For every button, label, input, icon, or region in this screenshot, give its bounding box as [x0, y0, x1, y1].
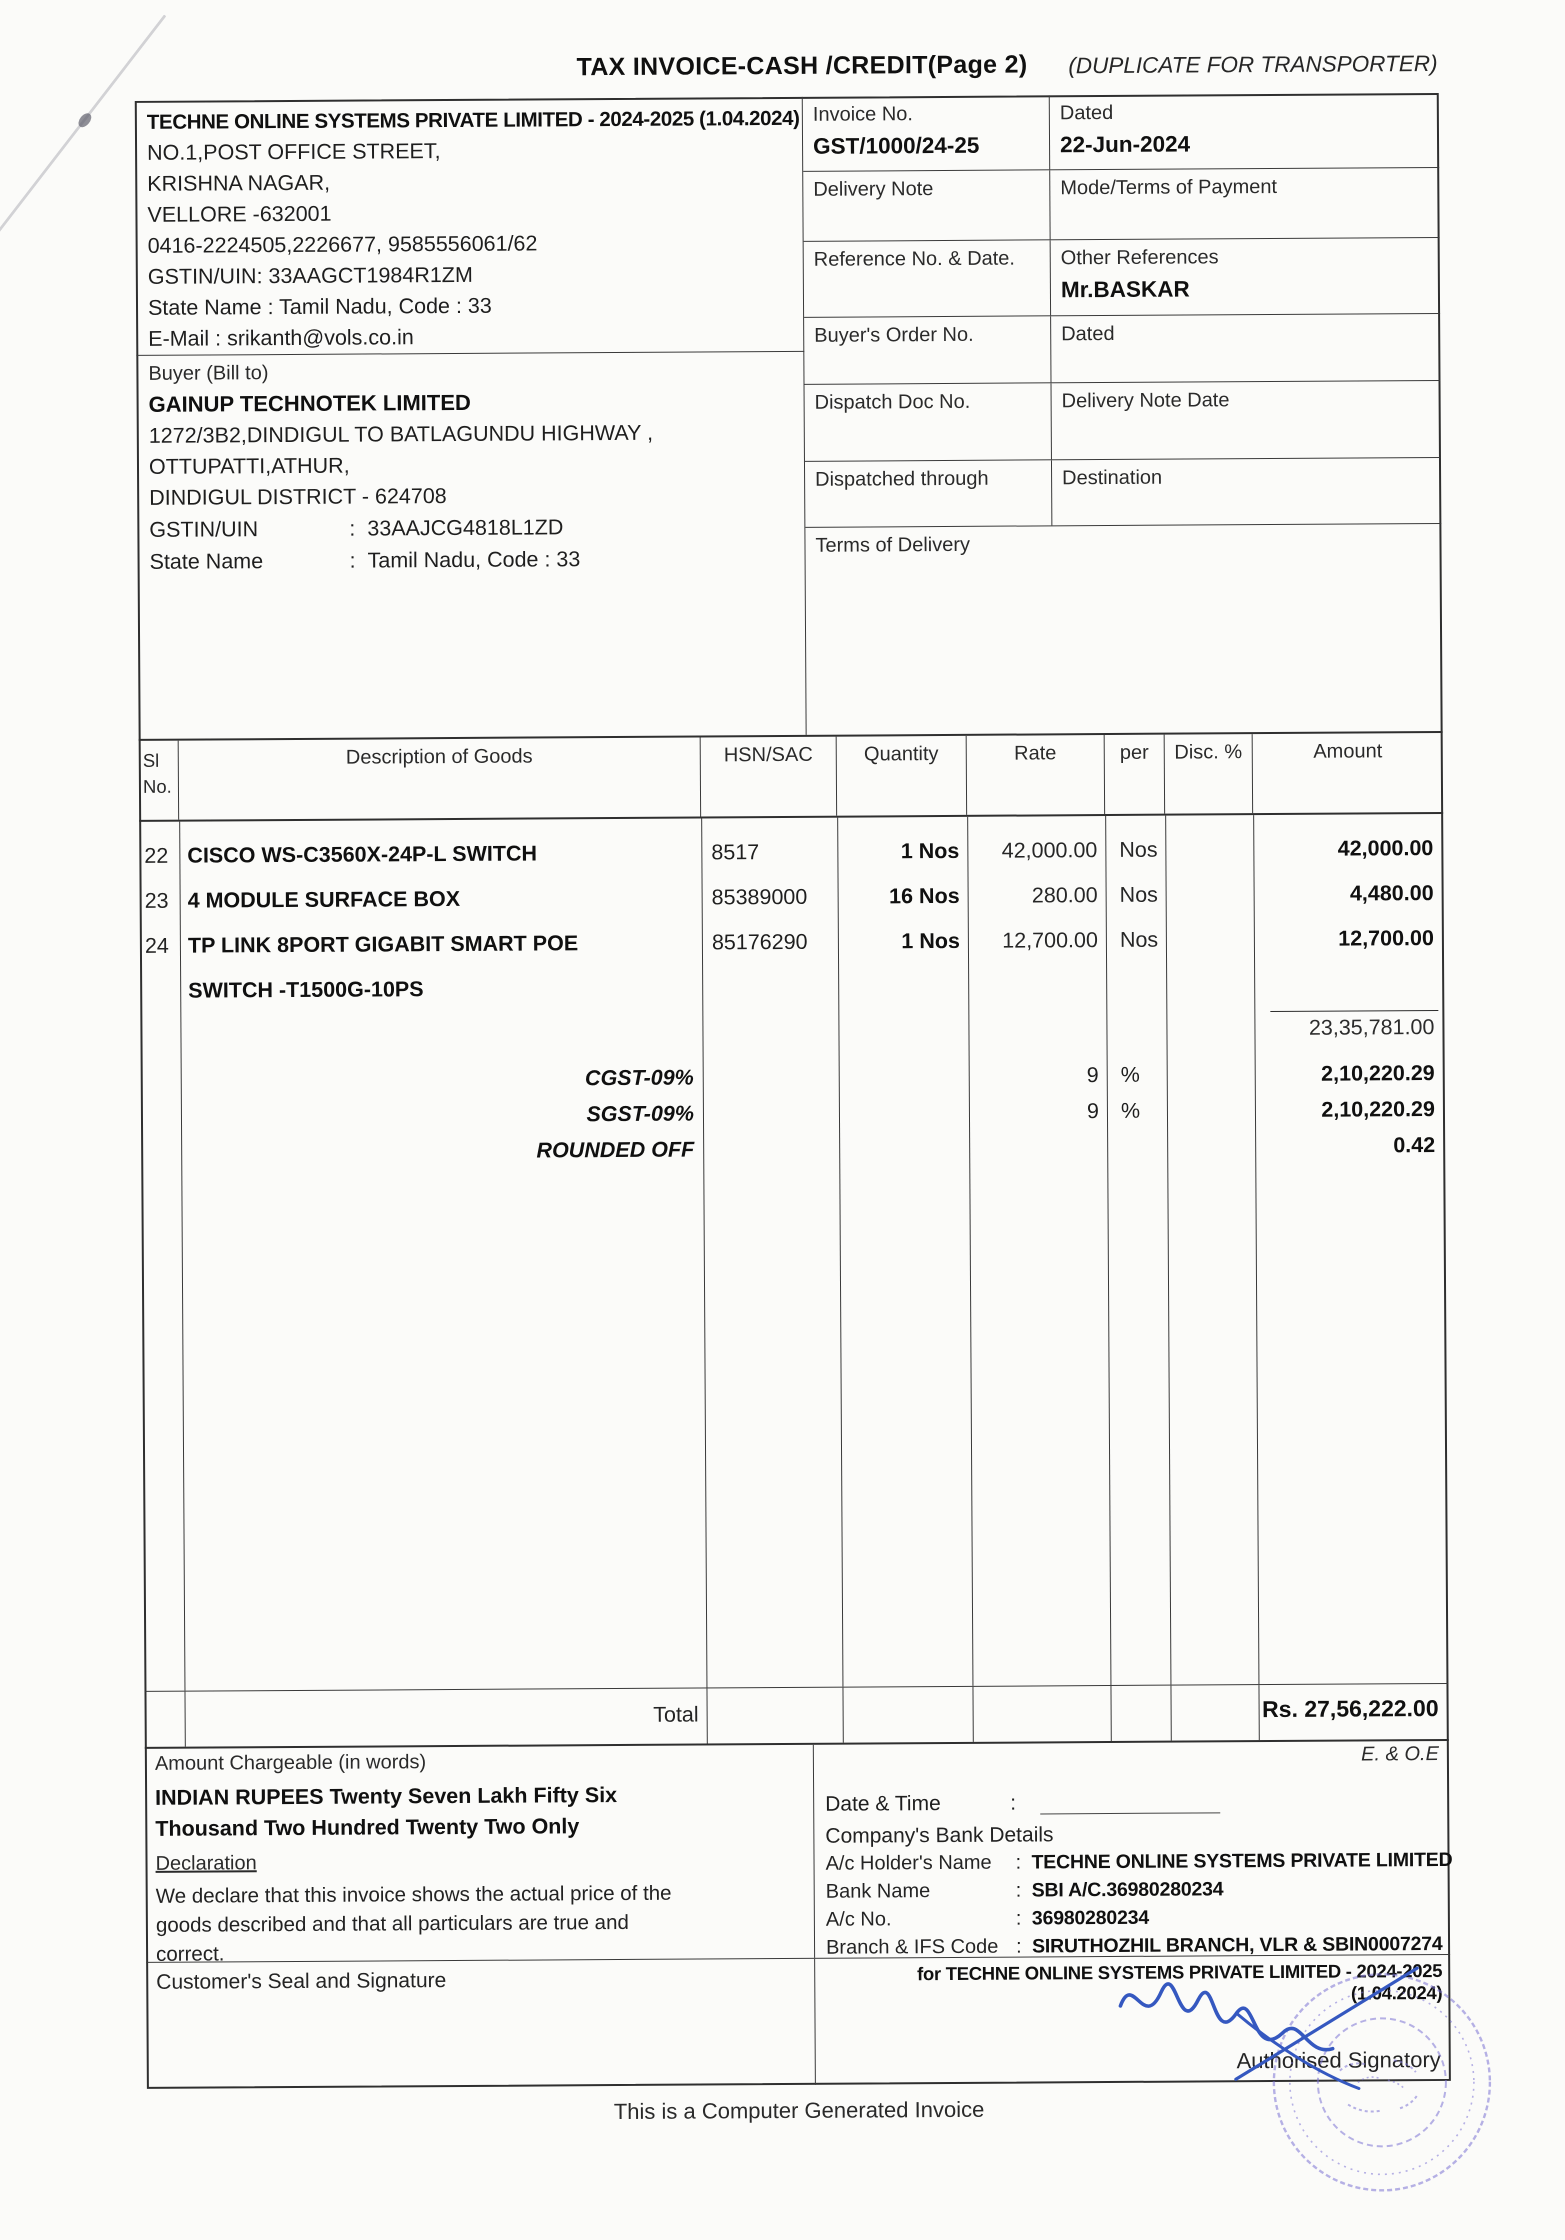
separator: :: [349, 516, 356, 541]
charge-per: %: [1120, 1098, 1141, 1123]
charge-amount: 2,10,220.29: [1321, 1061, 1435, 1086]
meta-cell: [804, 316, 1051, 384]
meta-value: [1060, 205, 1429, 207]
total-label: Total: [653, 1702, 699, 1727]
meta-cell: [1052, 458, 1441, 525]
meta-label: Dispatch Doc No.: [814, 390, 971, 414]
item-quantity: 1 Nos: [901, 928, 960, 954]
seller-name: TECHNE ONLINE SYSTEMS PRIVATE LIMITED - 2024-2025 (1.04.2024): [146, 106, 800, 134]
subtotal-amount: 23,35,781.00: [1308, 1015, 1435, 1040]
charge-rate: 9: [1086, 1063, 1099, 1088]
invoice-title: TAX INVOICE-CASH /CREDIT(Page 2): [576, 50, 1028, 82]
meta-label: Mode/Terms of Payment: [1060, 175, 1278, 200]
seller-block: [135, 97, 805, 356]
seller-email-line: E-Mail : srikanth@vols.co.in: [148, 325, 414, 351]
charge-label: ROUNDED OFF: [536, 1137, 695, 1163]
item-serial-column: [144, 834, 179, 969]
charge-rate: [977, 1135, 1099, 1136]
customer-seal-label: Customer's Seal and Signature: [156, 1969, 447, 1994]
header-hsn: HSN/SAC: [701, 737, 837, 817]
buyer-block: [136, 352, 806, 739]
other-references-value: Mr.BASKAR: [1060, 276, 1190, 303]
separator: :: [349, 548, 356, 573]
meta-cell: [1051, 238, 1440, 315]
item-description: TP LINK 8PORT GIGABIT SMART POE SWITCH -T1500G-10PS: [187, 931, 579, 1003]
item-quantity: 1 Nos: [900, 838, 960, 864]
meta-value: [1061, 351, 1430, 353]
meta-row-dispatched-destination: [805, 458, 1441, 528]
buyer-gstin-label: GSTIN/UIN: [149, 517, 259, 542]
meta-label: Dispatched through: [815, 467, 989, 491]
column-divider: [706, 1688, 707, 1743]
items-table-body: [139, 814, 1448, 1691]
item-per-column: [1119, 828, 1164, 963]
header-description: Description of Goods: [179, 737, 701, 819]
buyer-address-line: 1272/3B2,DINDIGUL TO BATLAGUNDU HIGHWAY ,: [148, 420, 654, 448]
meta-label: Dated: [1059, 101, 1114, 125]
item-hsn: 85176290: [711, 929, 808, 955]
buyer-section-label: Buyer (Bill to): [148, 362, 269, 385]
buyer-state-label: State Name: [149, 549, 264, 574]
bank-branch-value: SIRUTHOZHIL BRANCH, VLR & SBIN0007274: [1031, 1932, 1443, 1958]
separator: :: [1015, 1851, 1022, 1874]
meta-label: Other References: [1060, 246, 1219, 270]
meta-value: [1062, 495, 1431, 497]
meta-cell: [1050, 168, 1439, 239]
bottom-upper-section: [145, 1741, 1453, 1966]
separator: :: [1015, 1907, 1022, 1930]
charge-rate: 9: [1086, 1099, 1100, 1124]
item-per: Nos: [1119, 837, 1158, 862]
item-rate: 42,000.00: [1001, 838, 1098, 863]
column-divider: [1170, 1686, 1171, 1741]
column-divider: [967, 817, 973, 1686]
buyer-address-line: OTTUPATTI,ATHUR,: [148, 453, 350, 479]
meta-label: Invoice No.: [812, 103, 913, 126]
item-hsn: 85389000: [711, 884, 808, 910]
bank-label: Branch & IFS Code: [825, 1935, 999, 1959]
item-quantity-column: [841, 829, 960, 965]
column-divider: [179, 822, 185, 1691]
column-divider: [1253, 815, 1259, 1684]
header-disc: Disc. %: [1165, 734, 1253, 814]
invoice-number: GST/1000/24-25: [812, 132, 980, 159]
meta-label: Dated: [1061, 322, 1115, 346]
column-divider: [701, 818, 707, 1687]
item-per: Nos: [1119, 927, 1159, 952]
meta-cell: [803, 170, 1050, 241]
date-time-row: [825, 1789, 1445, 1817]
eoe-label: E. & O.E: [1361, 1743, 1439, 1766]
item-amount: 12,700.00: [1338, 926, 1434, 951]
meta-label: Buyer's Order No.: [814, 323, 974, 347]
signature-scribble: [1085, 1946, 1476, 2113]
column-divider: [842, 1688, 843, 1743]
item-description: CISCO WS-C3560X-24P-L SWITCH: [187, 841, 538, 868]
bank-row-name: [826, 1877, 1446, 1904]
column-divider: [1105, 816, 1111, 1685]
charge-amount: 2,10,220.29: [1321, 1097, 1436, 1122]
invoice-frame: [135, 93, 1451, 2089]
meta-value: [813, 207, 1039, 208]
header-amount: Amount: [1313, 740, 1383, 763]
meta-label: Delivery Note Date: [1061, 389, 1230, 413]
buyer-state-row: [149, 542, 792, 578]
meta-value: [815, 497, 1041, 498]
bank-details-heading: Company's Bank Details: [825, 1823, 1054, 1848]
header-per: per: [1105, 735, 1165, 814]
section-divider: [813, 1745, 815, 1958]
charge-label: SGST-09%: [586, 1101, 695, 1127]
item-amount: 4,480.00: [1349, 881, 1434, 906]
item-description: 4 MODULE SURFACE BOX: [187, 886, 461, 913]
buyer-address-line: DINDIGUL DISTRICT - 624708: [149, 484, 447, 510]
item-serial: 22: [144, 843, 169, 868]
computer-generated-note: This is a Computer Generated Invoice: [613, 2096, 985, 2125]
charge-row-sgst: [141, 1097, 1445, 1137]
column-divider: [972, 1687, 973, 1742]
seller-address-line: KRISHNA NAGAR,: [147, 170, 331, 196]
column-divider: [1110, 1686, 1111, 1741]
meta-cell: [1051, 314, 1440, 382]
seller-address-line: VELLORE -632001: [147, 201, 332, 227]
amount-words-line2: Thousand Two Hundred Twenty Two Only: [155, 1814, 580, 1841]
meta-cell: [805, 383, 1052, 461]
item-rate: 12,700.00: [1002, 928, 1098, 953]
meta-value: [1062, 418, 1431, 420]
declaration-label: Declaration: [155, 1852, 257, 1875]
total-row: [144, 1683, 1448, 1749]
header-sl-line2: No.: [142, 775, 172, 797]
meta-cell: [803, 95, 1050, 171]
meta-label: Delivery Note: [813, 178, 934, 201]
section-divider: [814, 1959, 816, 2085]
item-quantity: 16 Nos: [889, 883, 960, 909]
declaration-text: We declare that this invoice shows the actual price of the goods described and that all particulars are true and correct.: [155, 1881, 672, 1966]
amount-words-line1: INDIAN RUPEES Twenty Seven Lakh Fifty Six: [155, 1783, 618, 1810]
bank-account-value: 36980280234: [1031, 1906, 1150, 1930]
subtotal-rule: [1270, 1010, 1438, 1012]
bank-holder-value: TECHNE ONLINE SYSTEMS PRIVATE LIMITED: [1031, 1848, 1453, 1874]
separator: :: [1015, 1935, 1022, 1958]
meta-value: [814, 353, 1040, 354]
charge-row-cgst: [141, 1061, 1445, 1101]
seller-phone-line: 0416-2224505,2226677, 9585556061/62: [147, 231, 538, 258]
buyer-gstin-value: 33AAJCG4818L1ZD: [367, 515, 564, 541]
meta-cell: [1052, 381, 1441, 459]
item-rate-column: [975, 828, 1098, 964]
charge-per: %: [1120, 1062, 1140, 1087]
bank-label: A/c Holder's Name: [825, 1851, 992, 1875]
item-amount-column: [1259, 826, 1434, 962]
total-amount: Rs. 27,56,222.00: [1262, 1695, 1439, 1723]
meta-label: Destination: [1062, 466, 1163, 490]
copy-type-label: (DUPLICATE FOR TRANSPORTER): [1068, 50, 1438, 79]
meta-row-dispatch-doc: [805, 381, 1441, 462]
item-hsn-column: [711, 830, 834, 966]
charge-amount: 0.42: [1393, 1133, 1436, 1158]
bank-row-holder: [825, 1848, 1453, 1876]
item-per: Nos: [1119, 882, 1158, 907]
amount-in-words: [155, 1779, 755, 1845]
item-rate: 280.00: [1031, 883, 1098, 908]
header-quantity: Quantity: [837, 736, 967, 816]
bank-name-value: SBI A/C.36980280234: [1031, 1878, 1224, 1902]
item-amount: 42,000.00: [1337, 836, 1434, 861]
meta-value: [814, 277, 1040, 278]
seller-gstin-line: GSTIN/UIN: 33AAGCT1984R1ZM: [147, 262, 473, 289]
item-hsn: 8517: [711, 840, 760, 865]
meta-row-reference-other: [804, 238, 1440, 318]
buyer-state-value: Tamil Nadu, Code : 33: [367, 547, 581, 573]
header-rate: Rate: [967, 735, 1105, 815]
for-company-label: for TECHNE ONLINE SYSTEMS PRIVATE LIMITED - 2024-2025 (1.04.2024): [916, 1959, 1443, 2004]
item-description-column: [187, 831, 608, 1014]
terms-of-delivery-label: Terms of Delivery: [815, 533, 971, 557]
authorised-signatory-label: Authorised Signatory: [1236, 2046, 1441, 2074]
charge-row-rounded-off: [141, 1133, 1445, 1173]
invoice-date: 22-Jun-2024: [1059, 131, 1191, 158]
buyer-gstin-row: [149, 510, 792, 546]
meta-row-invoice-dated: [803, 93, 1439, 172]
seller-address-line: NO.1,POST OFFICE STREET,: [147, 139, 441, 165]
meta-row-order-dated: [804, 314, 1440, 385]
bank-row-account: [826, 1905, 1446, 1932]
header-sl-line1: Sl: [142, 749, 160, 771]
column-divider: [184, 1692, 185, 1747]
separator: :: [1015, 1879, 1022, 1902]
buyer-name: GAINUP TECHNOTEK LIMITED: [148, 389, 471, 417]
meta-cell: [804, 240, 1051, 317]
bank-label: Bank Name: [825, 1880, 931, 1903]
amount-words-label: Amount Chargeable (in words): [154, 1751, 427, 1775]
date-time-label: Date & Time: [825, 1792, 941, 1816]
terms-of-delivery-cell: [805, 524, 1442, 735]
meta-row-delivery-mode: [803, 168, 1439, 242]
meta-value: [815, 420, 1041, 421]
separator: :: [1010, 1791, 1017, 1815]
item-serial: 23: [144, 888, 169, 913]
date-time-blank-line: [1040, 1790, 1220, 1814]
meta-label: Reference No. & Date.: [813, 247, 1016, 271]
item-serial: 24: [144, 933, 169, 958]
bank-label: A/c No.: [825, 1908, 892, 1931]
meta-cell: [1050, 93, 1439, 169]
seller-state-line: State Name : Tamil Nadu, Code : 33: [147, 293, 492, 320]
charge-label: CGST-09%: [584, 1065, 694, 1091]
meta-cell: [805, 460, 1052, 527]
items-table-header: [139, 731, 1443, 822]
header-sl-no: [139, 741, 179, 820]
column-divider: [1165, 816, 1171, 1685]
